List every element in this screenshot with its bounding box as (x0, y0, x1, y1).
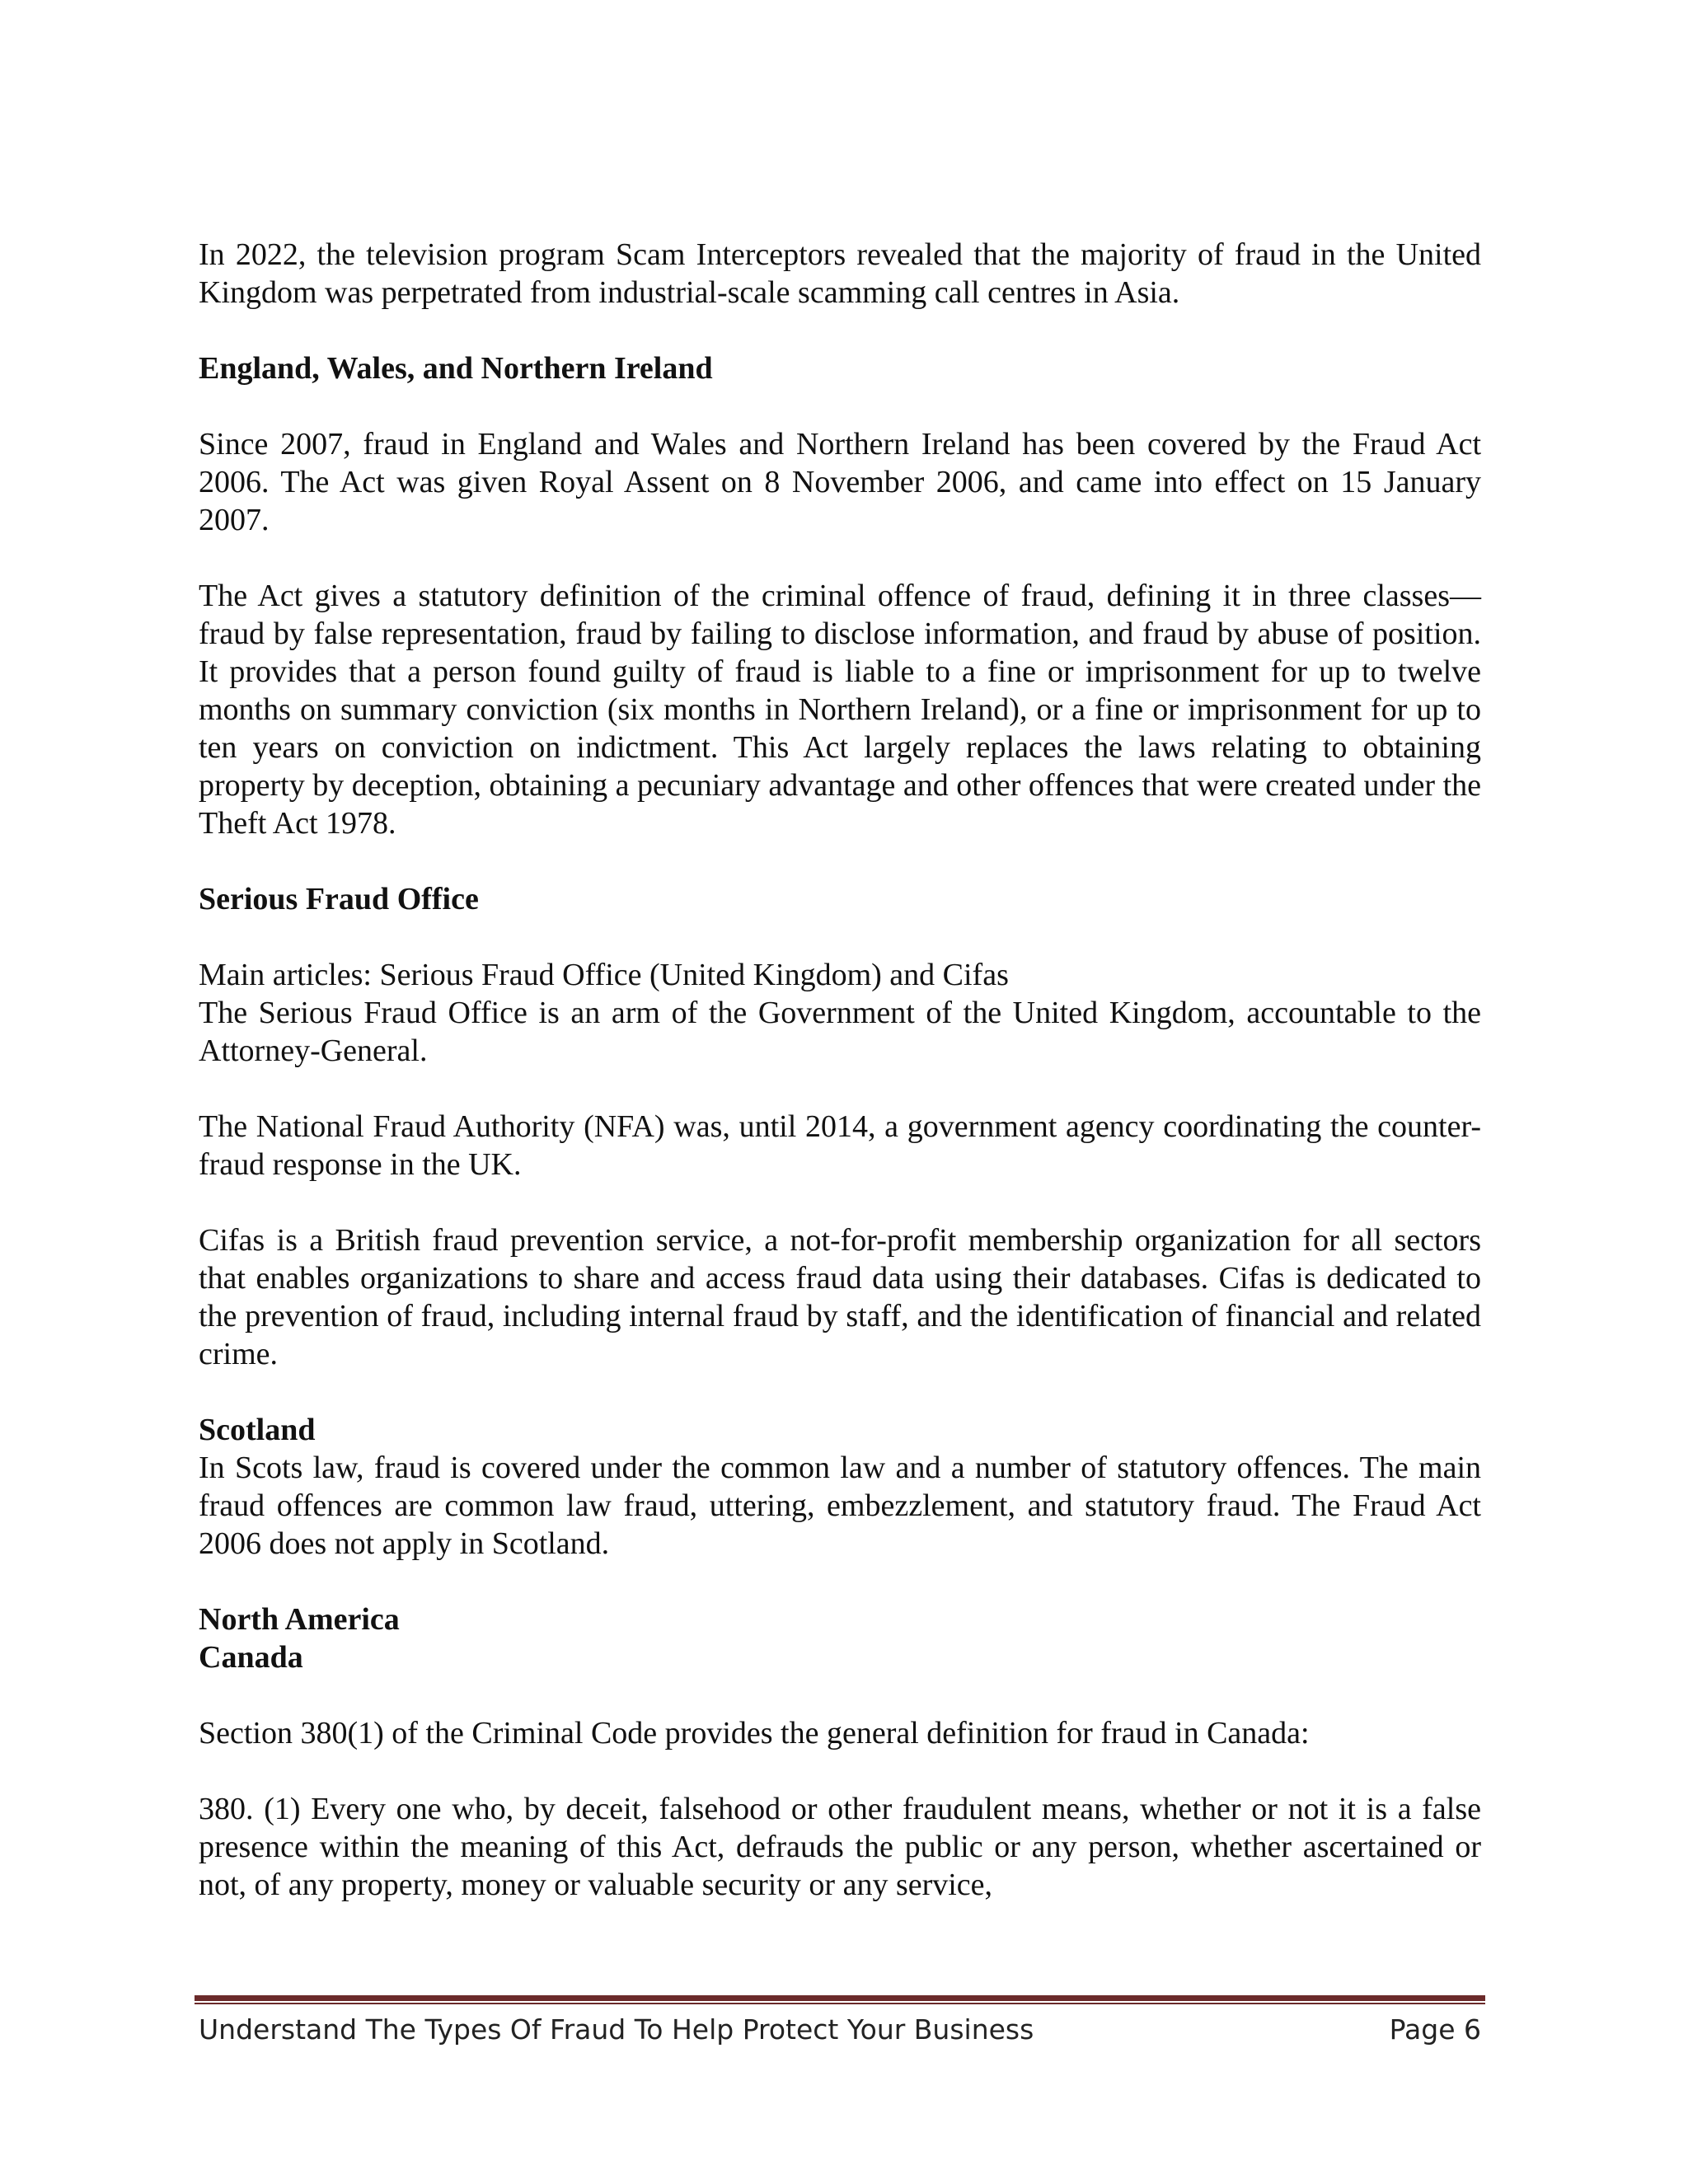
paragraph-section-380: Section 380(1) of the Criminal Code provides the general definition for fraud in Canada: (199, 1716, 1310, 1750)
paragraph-380-1-text: 380. (1) Every one who, by deceit, falsehood or other fraudulent means, whether or not it is a false presence within the meaning of this Act, defrauds the public or any person, whether ascertained or not, of any property, money or valuable security or any service, (199, 1792, 1481, 1902)
paragraph-nfa: The National Fraud Authority (NFA) was, until 2014, a government agency coordinating the counter-fraud response in the UK. (199, 1109, 1481, 1182)
footer-divider (195, 1995, 1485, 2005)
paragraph-sfo: The Serious Fraud Office is an arm of the Government of the United Kingdom, accountable to the Attorney-General. (199, 996, 1481, 1068)
main-articles-note: Main articles: Serious Fraud Office (United Kingdom) and Cifas (199, 958, 1009, 992)
footer-title: Understand The Types Of Fraud To Help Protect Your Business (199, 2013, 1034, 2046)
heading-england-wales-ni: England, Wales, and Northern Ireland (199, 351, 713, 386)
paragraph-fraud-act-2006: Since 2007, fraud in England and Wales and Northern Ireland has been covered by the Fraud Act 2006. The Act was given Royal Assent on 8 November 2006, and came into effect on 15 January 2007. (199, 427, 1481, 537)
footer-divider-thin (195, 2003, 1485, 2004)
heading-canada: Canada (199, 1640, 303, 1675)
heading-north-america: North America (199, 1602, 400, 1637)
page-number: Page 6 (1389, 2013, 1481, 2046)
heading-serious-fraud-office: Serious Fraud Office (199, 882, 479, 916)
paragraph-scots-law: In Scots law, fraud is covered under the common law and a number of statutory offences. The main fraud offences are common law fraud, uttering, embezzlement, and statutory fraud. The Fraud Act 2006 does not apply in Scotland. (199, 1451, 1481, 1561)
paragraph-act-definition: The Act gives a statutory definition of the criminal offence of fraud, defining it in three classes—fraud by false representation, fraud by failing to disclose information, and fraud by abuse of position. It provides that a person found guilty of fraud is liable to a fine or imprisonment for up to twelve months on summary conviction (six months in Northern Ireland), or a fine or imprisonment for up to ten years on conviction on indictment. This Act largely replaces the laws relating to obtaining property by deception, obtaining a pecuniary advantage and other offences that were created under the Theft Act 1978. (199, 579, 1481, 841)
paragraph-cifas: Cifas is a British fraud prevention service, a not-for-profit membership organization for all sectors that enables organizations to share and access fraud data using their databases. Cifas is dedicated to the prevention of fraud, including internal fraud by staff, and the identification of financial and related crime. (199, 1223, 1481, 1371)
page-footer (199, 2011, 1481, 2049)
heading-scotland: Scotland (199, 1413, 316, 1447)
page-body (199, 236, 1481, 1904)
paragraph-scam-interceptors: In 2022, the television program Scam Interceptors revealed that the majority of fraud in the United Kingdom was perpetrated from industrial-scale scamming call centres in Asia. (199, 237, 1481, 310)
footer-divider-thick (195, 1995, 1485, 2001)
